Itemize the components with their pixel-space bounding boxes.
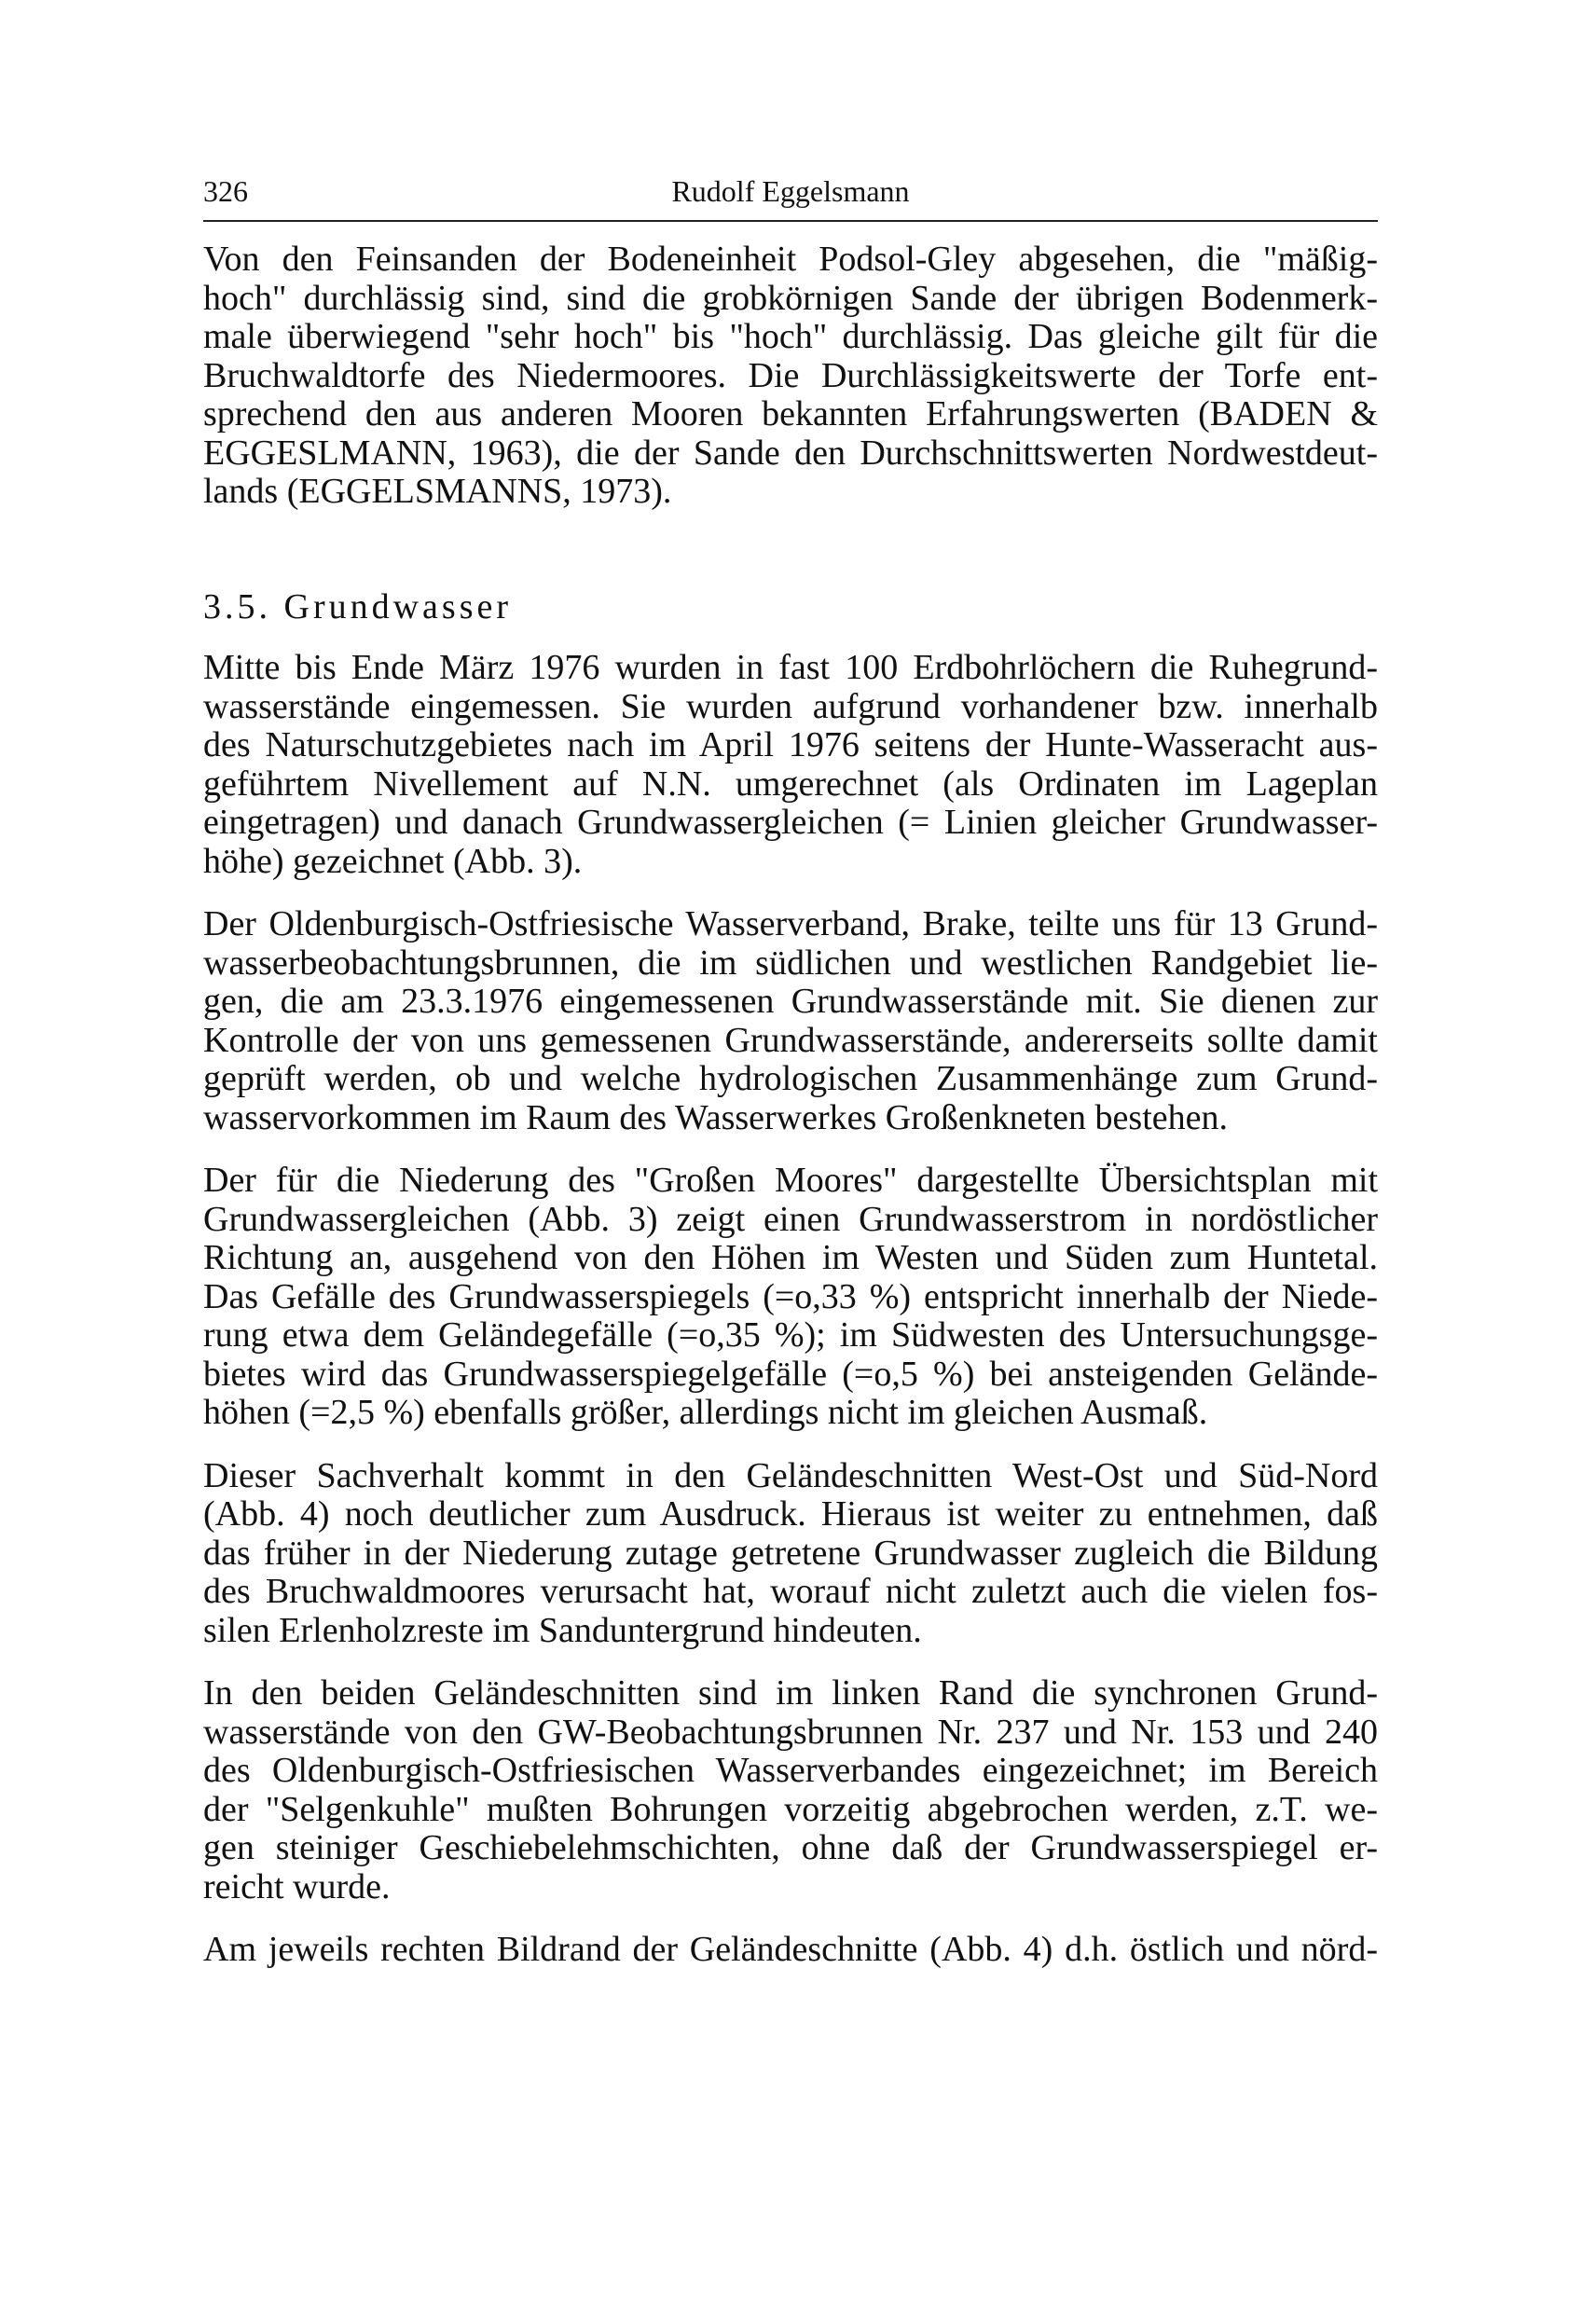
text-line: wasserstände eingemessen. Sie wurden aufgrund vorhandener bzw. innerhalb — [203, 686, 1378, 726]
text-line: reicht wurde. — [203, 1866, 391, 1906]
text-line: des Bruchwaldmoores verursacht hat, worauf nicht zuletzt auch die vielen fos- — [203, 1572, 1378, 1611]
text-line: Am jeweils rechten Bildrand der Geländeschnitte (Abb. 4) d.h. östlich und nörd- — [203, 1930, 1378, 1969]
text-line: EGGESLMANN, 1963), die der Sande den Durchschnittswerten Nordwestdeut- — [203, 433, 1378, 473]
text-line: sprechend den aus anderen Mooren bekannten Erfahrungswerten (BADEN & — [203, 394, 1378, 434]
text-line: hoch" durchlässig sind, sind die grobkörnigen Sande der übrigen Bodenmerk- — [203, 278, 1378, 318]
paragraph-observation-wells — [203, 1674, 1378, 1906]
text-line: wasserbeobachtungsbrunnen, die im südlichen und westlichen Randgebiet lie- — [203, 943, 1378, 983]
text-line: wasserstände von den GW-Beobachtungsbrunnen Nr. 237 und Nr. 153 und 240 — [203, 1712, 1378, 1752]
text-line: Bruchwaldtorfe des Niedermoores. Die Durchlässigkeitswerte der Torfe ent- — [203, 355, 1378, 395]
text-line: eingetragen) und danach Grundwassergleichen (= Linien gleicher Grundwasser- — [203, 803, 1378, 842]
text-line: gen steiniger Geschiebelehmschichten, ohne daß der Grundwasserspiegel er- — [203, 1828, 1378, 1867]
text-line: rung etwa dem Geländegefälle (=o,35 %); im Südwesten des Untersuchungsge- — [203, 1315, 1378, 1355]
paragraph-measurements — [203, 649, 1378, 881]
running-head: Rudolf Eggelsmann — [671, 174, 910, 208]
paragraph-terrain-sections — [203, 1457, 1378, 1651]
body-text — [203, 241, 1378, 1994]
text-line: höhen (=2,5 %) ebenfalls größer, allerdings nicht im gleichen Ausmaß. — [203, 1393, 1208, 1432]
text-line: geprüft werden, ob und welche hydrologischen Zusammenhänge zum Grund- — [203, 1059, 1378, 1098]
text-line: Der für die Niederung des "Großen Moores" dargestellte Übersichtsplan mit — [203, 1161, 1378, 1200]
text-line: das früher in der Niederung zutage getretene Grundwasser zugleich die Bildung — [203, 1533, 1378, 1573]
text-line: höhe) gezeichnet (Abb. 3). — [203, 841, 583, 881]
text-line: In den beiden Geländeschnitten sind im linken Rand die synchronen Grund- — [203, 1673, 1378, 1713]
text-line: lands (EGGELSMANNS, 1973). — [203, 472, 672, 511]
paragraph-water-association — [203, 905, 1378, 1137]
text-line: des Naturschutzgebietes nach im April 1976 seitens der Hunte-Wasseracht aus- — [203, 725, 1378, 764]
text-line: des Oldenburgisch-Ostfriesischen Wasserverbandes eingezeichnet; im Bereich — [203, 1751, 1378, 1790]
paragraph-overview-plan — [203, 1162, 1378, 1433]
section-heading: 3.5. Grundwasser — [203, 586, 513, 626]
text-line: Dieser Sachverhalt kommt in den Geländeschnitten West-Ost und Süd-Nord — [203, 1455, 1378, 1495]
text-line: der "Selgenkuhle" mußten Bohrungen vorzeitig abgebrochen werden, z.T. we- — [203, 1789, 1378, 1829]
page-header — [203, 168, 1378, 214]
text-line: Mitte bis Ende März 1976 wurden in fast 100 Erdbohrlöchern die Ruhegrund- — [203, 648, 1378, 687]
text-line: male überwiegend "sehr hoch" bis "hoch" durchlässig. Das gleiche gilt für die — [203, 317, 1378, 356]
page-number: 326 — [203, 174, 248, 208]
text-line: Kontrolle der von uns gemessenen Grundwasserstände, andererseits sollte damit — [203, 1020, 1378, 1060]
paragraph-soil-permeability — [203, 241, 1378, 512]
text-line: gen, die am 23.3.1976 eingemessenen Grundwasserstände mit. Sie dienen zur — [203, 982, 1378, 1021]
text-line: silen Erlenholzreste im Sanduntergrund hindeuten. — [203, 1610, 922, 1650]
text-line: Von den Feinsanden der Bodeneinheit Podsol-Gley abgesehen, die "mäßig- — [203, 240, 1378, 279]
text-line: Der Oldenburgisch-Ostfriesische Wasserverband, Brake, teilte uns für 13 Grund- — [203, 904, 1378, 943]
text-line: wasservorkommen im Raum des Wasserwerkes Großenkneten bestehen. — [203, 1097, 1228, 1137]
text-line: geführtem Nivellement auf N.N. umgerechnet (als Ordinaten im Lageplan — [203, 764, 1378, 804]
text-line: Richtung an, ausgehend von den Höhen im Westen und Süden zum Huntetal. — [203, 1238, 1378, 1277]
text-line: (Abb. 4) noch deutlicher zum Ausdruck. Hieraus ist weiter zu entnehmen, daß — [203, 1494, 1378, 1534]
text-line: Das Gefälle des Grundwasserspiegels (=o,33 %) entspricht innerhalb der Niede- — [203, 1276, 1378, 1316]
text-line: bietes wird das Grundwasserspiegelgefälle (=o,5 %) bei ansteigenden Gelände- — [203, 1354, 1378, 1394]
header-rule — [203, 220, 1378, 222]
paragraph-continued — [203, 1931, 1378, 1970]
text-line: Grundwassergleichen (Abb. 3) zeigt einen Grundwasserstrom in nordöstlicher — [203, 1199, 1378, 1239]
